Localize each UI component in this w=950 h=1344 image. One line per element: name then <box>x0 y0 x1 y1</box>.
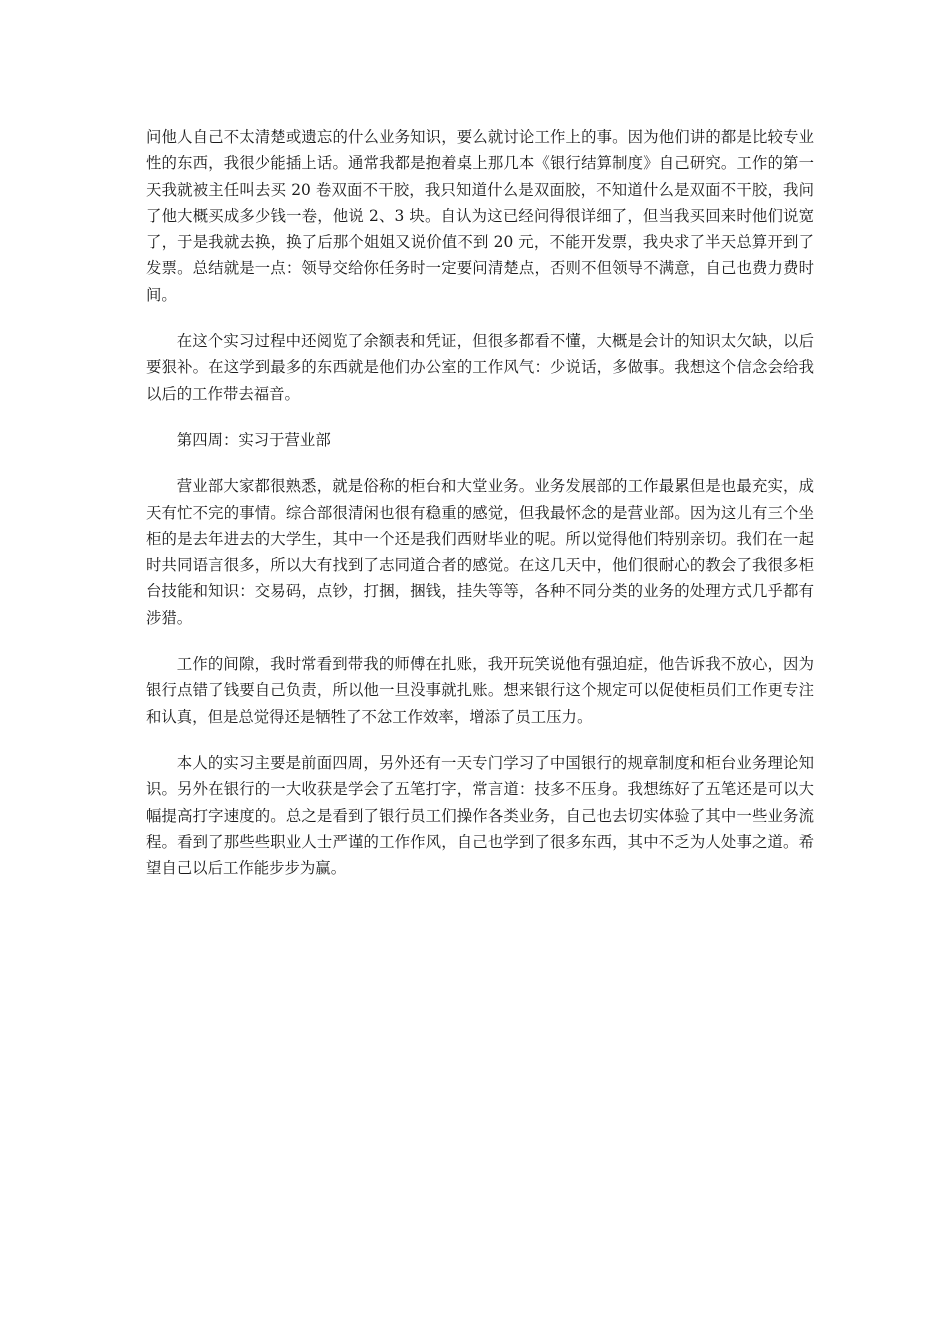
paragraph-reconciliation: 工作的间隙，我时常看到带我的师傅在扎账，我开玩笑说他有强迫症，他告诉我不放心，因为银行点错了钱要自己负责，所以他一旦没事就扎账。想来银行这个规定可以促使柜员们工作更专注和认真，但是总觉得还是牺牲了不忿工作效率，增添了员工压力。 <box>146 655 814 726</box>
paragraph-ledger-review: 在这个实习过程中还阅览了余额表和凭证，但很多都看不懂，大概是会计的知识太欠缺，以后要狠补。在这学到最多的东西就是他们办公室的工作风气：少说话，多做事。我想这个信念会给我以后的工作带去福音。 <box>146 332 814 403</box>
section-heading-week-four: 第四周：实习于营业部 <box>176 430 331 449</box>
paragraph-summary: 本人的实习主要是前面四周，另外还有一天专门学习了中国银行的规章制度和柜台业务理论知识。另外在银行的一大收获是学会了五笔打字，常言道：技多不压身。我想练好了五笔还是可以大幅提高打字速度的。总之是看到了银行员工们操作各类业务，自己也去切实体验了其中一些业务流程。看到了那些些职业人士严谨的工作作风，自己也学到了很多东西，其中不乏为人处事之道。希望自己以后工作能步步为赢。 <box>146 753 814 878</box>
paragraph-business-department: 营业部大家都很熟悉，就是俗称的柜台和大堂业务。业务发展部的工作最累但是也最充实，成天有忙不完的事情。综合部很清闲也很有稳重的感觉，但我最怀念的是营业部。因为这儿有三个坐柜的是去年进去的大学生，其中一个还是我们西财毕业的呢。所以觉得他们特别亲切。我们在一起时共同语言很多，所以大有找到了志同道合者的感觉。在这几天中，他们很耐心的教会了我很多柜台技能和知识：交易码，点钞，打捆，捆钱，挂失等等，各种不同分类的业务的处理方式几乎都有涉猎。 <box>146 477 814 627</box>
document-body <box>146 124 814 901</box>
paragraph-continued: 问他人自己不太清楚或遗忘的什么业务知识，要么就讨论工作上的事。因为他们讲的都是比较专业性的东西，我很少能插上话。通常我都是抱着桌上那几本《银行结算制度》自己研究。工作的第一天我就被主任叫去买 20 卷双面不干胶，我只知道什么是双面胶，不知道什么是双面不干胶，我问了他大概买成多少钱一卷，他说 2、3 块。自认为这已经问得很详细了，但当我买回来时他们说宽了，于是我就去换，换了后那个姐姐又说价值不到 20 元，不能开发票，我央求了半天总算开到了发票。总结就是一点：领导交给你任务时一定要问清楚点，否则不但领导不满意，自己也费力费时间。 <box>146 128 814 304</box>
